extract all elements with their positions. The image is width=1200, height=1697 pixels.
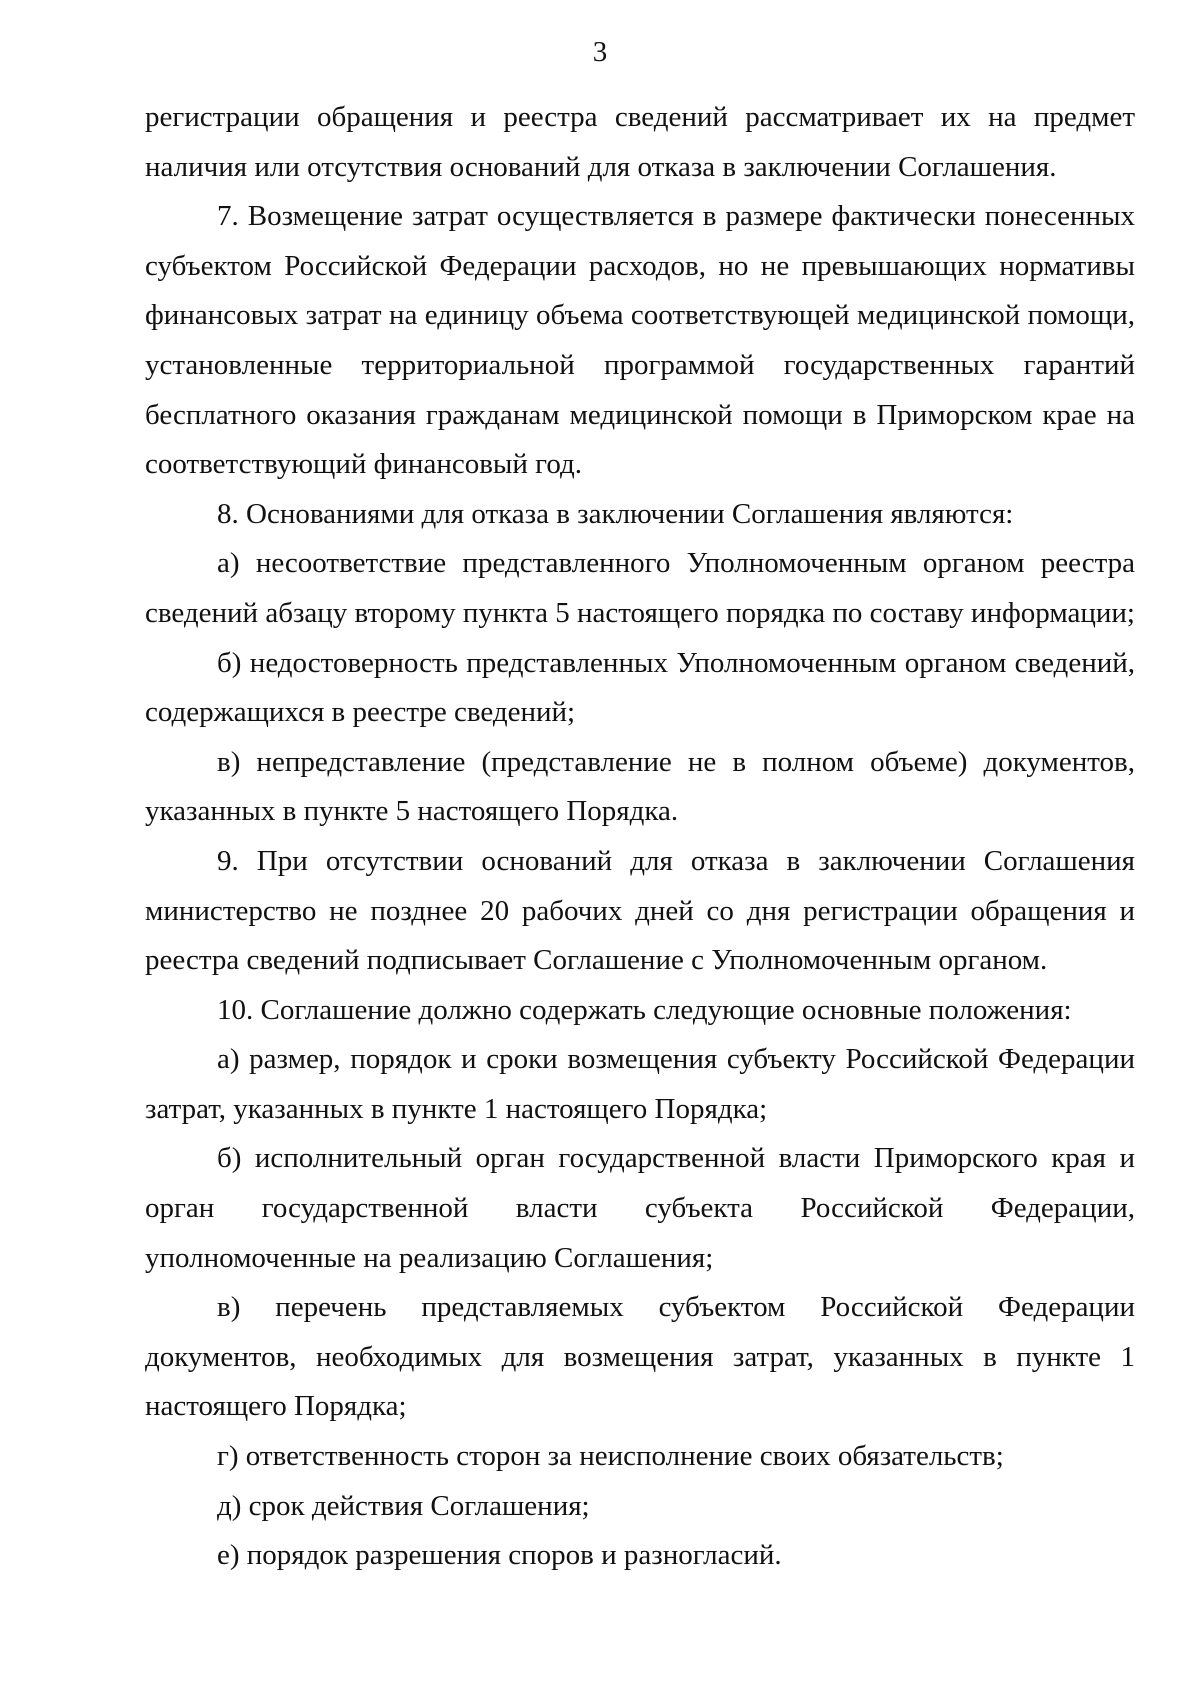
paragraph-item-10v: в) перечень представляемых субъектом Российской Федерации документов, необходимых для возмещения затрат, указанных в пункте 1 настоящего Порядка; <box>145 1291 1135 1423</box>
paragraph-item-10a: а) размер, порядок и сроки возмещения субъекту Российской Федерации затрат, указанных в пункте 1 настоящего Порядка; <box>145 1043 1135 1125</box>
document-body <box>145 93 1135 1581</box>
paragraph-item-7: 7. Возмещение затрат осуществляется в размере фактически понесенных субъектом Российской Федерации расходов, но не превышающих нормативы финансовых затрат на единицу объема соответствующей медицинской помощи, установленные территориальной программой государственных гарантий бесплатного оказания гражданам медицинской помощи в Приморском крае на соответствующий финансовый год. <box>145 200 1135 481</box>
paragraph-item-10: 10. Соглашение должно содержать следующие основные положения: <box>217 993 1072 1026</box>
page-number: 3 <box>592 36 608 68</box>
paragraph-item-8b: б) недостоверность представленных Уполномоченным органом сведений, содержащихся в реестре сведений; <box>145 646 1135 729</box>
paragraph-continuation: регистрации обращения и реестра сведений рассматривает их на предмет наличия или отсутствия оснований для отказа в заключении Соглашения. <box>145 101 1135 183</box>
paragraph-item-8a: а) несоответствие представленного Уполномоченным органом реестра сведений абзацу второму пункта 5 настоящего порядка по составу информации; <box>145 547 1135 629</box>
paragraph-item-10e: е) порядок разрешения споров и разногласий. <box>217 1539 782 1572</box>
paragraph-item-8v: в) непредставление (представление не в полном объеме) документов, указанных в пункте 5 настоящего Порядка. <box>145 745 1135 828</box>
paragraph-item-10d: д) срок действия Соглашения; <box>217 1489 590 1522</box>
paragraph-item-9: 9. При отсутствии оснований для отказа в заключении Соглашения министерство не позднее 20 рабочих дней со дня регистрации обращения и реестра сведений подписывает Соглашение с Уполномоченным органом. <box>145 844 1135 977</box>
paragraph-item-10b: б) исполнительный орган государственной власти Приморского края и орган государственной власти субъекта Российской Федерации, уполномоченные на реализацию Соглашения; <box>145 1142 1135 1274</box>
paragraph-item-8: 8. Основаниями для отказа в заключении Соглашения являются: <box>217 497 1014 530</box>
paragraph-item-10g: г) ответственность сторон за неисполнение своих обязательств; <box>217 1440 1004 1473</box>
